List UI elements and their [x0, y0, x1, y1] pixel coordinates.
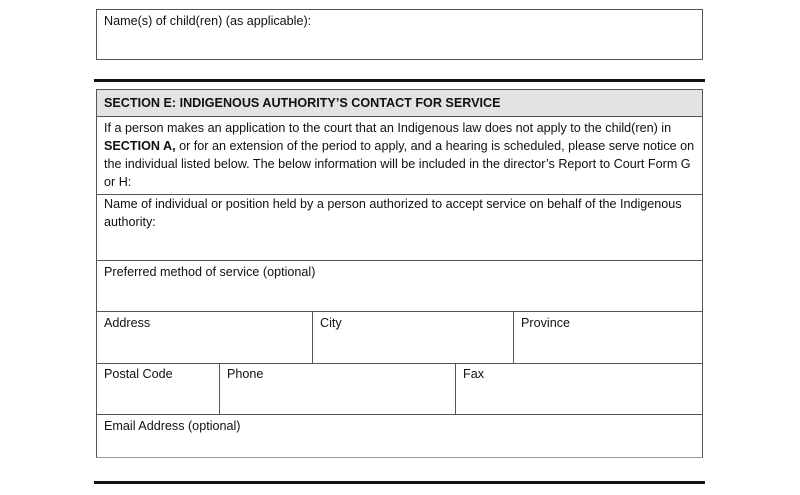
- section-e-intro: [97, 117, 702, 193]
- postal-code-field[interactable]: [97, 363, 219, 414]
- authorized-name-label: Name of individual or position held by a person authorized to accept service on behalf of the Indigenous authority:: [104, 197, 682, 229]
- phone-field[interactable]: [220, 363, 455, 414]
- postal-code-label: Postal Code: [104, 367, 173, 381]
- city-field[interactable]: [313, 312, 513, 363]
- preferred-method-field[interactable]: [97, 261, 702, 311]
- children-names-label: Name(s) of child(ren) (as applicable):: [104, 14, 312, 28]
- email-label: Email Address (optional): [104, 419, 241, 433]
- phone-label: Phone: [227, 367, 264, 381]
- children-names-field[interactable]: [96, 9, 703, 60]
- fax-label: Fax: [463, 367, 484, 381]
- section-divider: [94, 79, 705, 82]
- city-label: City: [320, 316, 342, 330]
- address-field[interactable]: [97, 312, 312, 363]
- email-field[interactable]: [97, 415, 702, 457]
- preferred-method-label: Preferred method of service (optional): [104, 265, 316, 279]
- address-label: Address: [104, 316, 151, 330]
- intro-bold-text: SECTION A,: [104, 139, 176, 153]
- intro-text-continued: or for an extension of the period to apply, and a hearing is scheduled, please serve notice on the individual listed below. The below information will be included in the director’s Report to Court Form G or H:: [104, 139, 695, 189]
- province-field[interactable]: [514, 312, 702, 363]
- authorized-name-field[interactable]: [97, 193, 702, 260]
- section-e-title: SECTION E: INDIGENOUS AUTHORITY’S CONTACT FOR SERVICE: [97, 90, 702, 116]
- fax-field[interactable]: [456, 363, 702, 414]
- province-label: Province: [521, 316, 570, 330]
- intro-text: If a person makes an application to the court that an Indigenous law does not apply to the child(ren) in: [104, 121, 672, 135]
- section-divider: [94, 481, 705, 484]
